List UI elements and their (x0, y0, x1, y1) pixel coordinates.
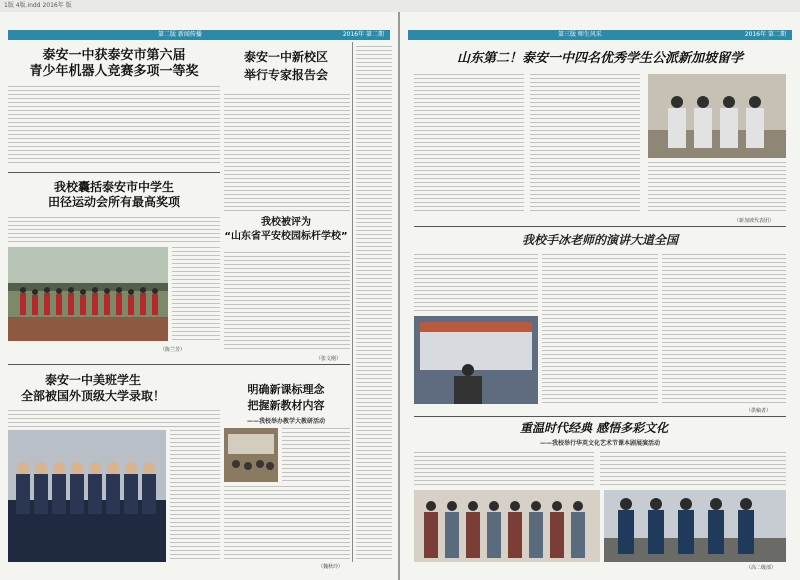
article2-body (224, 94, 350, 212)
article5-title-line1: 泰安一中美班学生 (44, 373, 141, 387)
article6-title-line2: 把握新教材内容 (247, 399, 325, 412)
article3-credit: （陈兰芳） (160, 347, 186, 353)
track-meet-photo (8, 247, 168, 341)
study-abroad-body-col2 (530, 74, 640, 214)
right-band-issue: 2016年 第二期 (744, 31, 786, 38)
right-narrow-column (356, 46, 392, 562)
article1-title-line1: 泰安一中获泰安市第六届 (42, 48, 186, 63)
article6-title-line1: 明确新课标理念 (247, 383, 325, 396)
article6-body (224, 486, 350, 560)
article3-title (8, 180, 220, 210)
culture-festival-title: 重温时代经典 感悟多彩文化 (520, 421, 669, 435)
article2-title-line2: 举行专家报告会 (243, 68, 328, 82)
speech-contest-credit: （供稿者） (746, 408, 772, 414)
article4-title (222, 216, 350, 244)
culture-festival-body-col1 (414, 452, 594, 486)
left-band-issue: 2016年 第二期 (342, 31, 384, 38)
article6-side-text (282, 428, 350, 482)
article6-title (222, 382, 350, 414)
students-photo (648, 74, 786, 158)
article1-title-line2: 青少年机器人竞赛多项一等奖 (29, 64, 199, 79)
article5-title-line2: 全部被国外顶级大学录取！ (20, 389, 165, 403)
speech-contest-title: 我校手冰老师的演讲大道全国 (521, 233, 678, 247)
right-page-header-band (408, 30, 792, 40)
graduates-photo (8, 430, 166, 562)
article5-side-text (170, 430, 220, 562)
column-divider (352, 42, 353, 562)
article3-title-line1: 我校囊括泰安市中学生 (53, 180, 174, 194)
article3-side-text (172, 247, 220, 341)
culture-festival-subtitle: ——我校举行华英文化艺术节课本剧展演活动 (540, 440, 661, 447)
article2-title (222, 48, 350, 84)
top-file-strip: 1版 4版.indd 2016年 版 (0, 0, 800, 12)
left-page-header-band (8, 30, 390, 40)
divider (8, 364, 350, 365)
left-band-section: 第二版 新闻传播 (158, 31, 202, 38)
article5-title (8, 372, 178, 404)
study-abroad-caption (648, 162, 786, 214)
drama-group-photo (414, 490, 600, 562)
study-abroad-credit: （新加坡代表团） (734, 218, 775, 224)
culture-festival-body-col2 (600, 452, 786, 486)
speech-stage-photo (414, 316, 538, 404)
right-page (400, 12, 800, 580)
article3-title-line2: 田径运动会所有最高奖项 (47, 195, 180, 209)
divider (414, 226, 786, 227)
article4-title-line2: “山东省平安校园标杆学校” (224, 231, 348, 242)
study-abroad-body-col1 (414, 74, 524, 214)
speech-contest-body-col1 (414, 254, 538, 312)
divider (414, 416, 786, 417)
speech-contest-body-col3 (662, 254, 786, 404)
speech-contest-body-col2 (542, 254, 658, 404)
article4-title-line1: 我校被评为 (261, 217, 311, 228)
article6-credit: （魏秋玲） (318, 564, 344, 570)
article4-credit: （张文刚） (316, 356, 342, 362)
article4-body (224, 252, 350, 352)
seminar-photo (224, 428, 278, 482)
article1-body (8, 86, 220, 166)
left-page (0, 12, 400, 580)
article5-body (8, 410, 220, 428)
culture-festival-credit: （高二级部） (746, 565, 777, 571)
article6-subtitle: ——我校举办教学大教研活动 (246, 418, 325, 425)
divider (8, 172, 220, 173)
article1-title (8, 48, 220, 80)
article2-title-line1: 泰安一中新校区 (243, 50, 328, 64)
article3-body (8, 217, 220, 243)
right-band-section: 第三版 师生风采 (558, 31, 602, 38)
study-abroad-title: 山东第二！泰安一中四名优秀学生公派新加坡留学 (456, 51, 743, 66)
drama-performance-photo (604, 490, 786, 562)
